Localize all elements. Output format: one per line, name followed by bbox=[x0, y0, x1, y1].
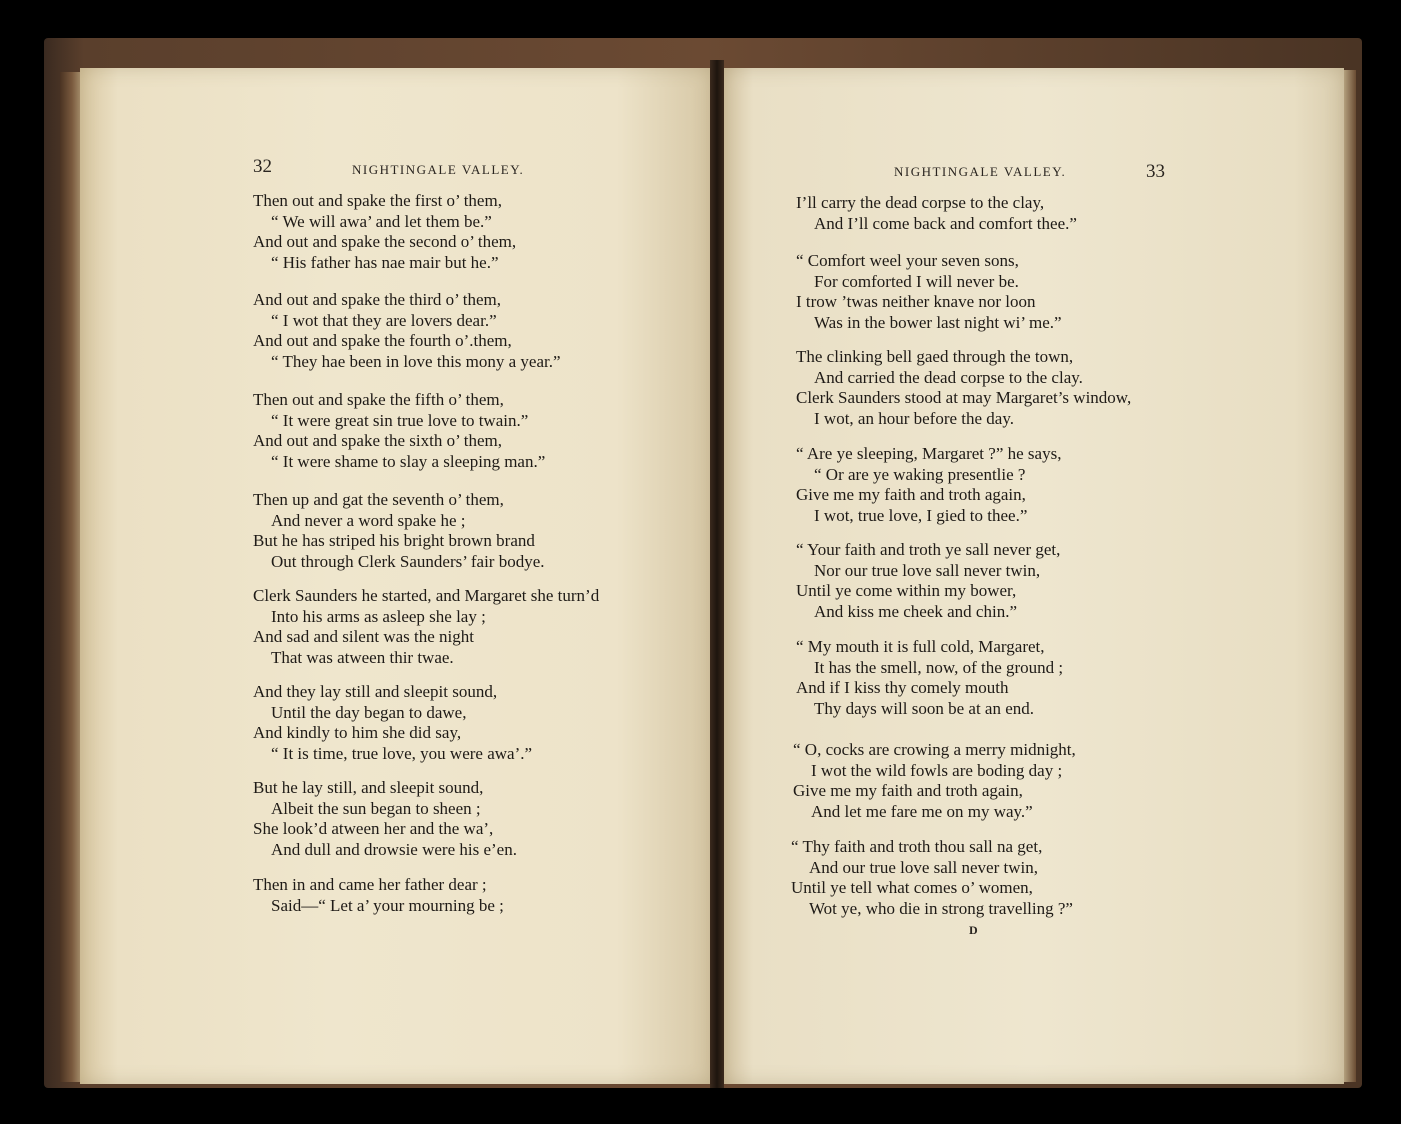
verse-line: I wot, an hour before the day. bbox=[814, 408, 1014, 428]
verse-line: And dull and drowsie were his e’en. bbox=[271, 839, 517, 859]
verse-line: She look’d atween her and the wa’, bbox=[253, 819, 494, 838]
right-stanza bbox=[796, 444, 1061, 526]
verse-line: For comforted I will never be. bbox=[814, 271, 1019, 291]
verse-line: “ It were great sin true love to twain.” bbox=[271, 410, 529, 430]
verse-line: Until the day began to dawe, bbox=[271, 702, 467, 722]
page-edges-right bbox=[1342, 70, 1356, 1082]
verse-line: And never a word spake he ; bbox=[271, 510, 466, 530]
right-stanza bbox=[796, 251, 1062, 333]
signature-mark: D bbox=[969, 923, 979, 937]
verse-line: Thy days will soon be at an end. bbox=[814, 698, 1035, 718]
left-stanza bbox=[253, 586, 599, 668]
verse-line: Out through Clerk Saunders’ fair bodye. bbox=[271, 551, 545, 571]
verse-line: “ Or are ye waking presentlie ? bbox=[814, 464, 1026, 484]
left-stanza bbox=[253, 682, 532, 764]
verse-line: “ It were shame to slay a sleeping man.” bbox=[271, 451, 546, 471]
verse-line: And out and spake the second o’ them, bbox=[253, 232, 517, 251]
verse-line: “ Thy faith and troth thou sall na get, bbox=[791, 837, 1043, 856]
verse-line: “ They hae been in love this mony a year.” bbox=[271, 351, 561, 371]
verse-line: Until ye tell what comes o’ women, bbox=[791, 878, 1033, 897]
verse-line: Then out and spake the first o’ them, bbox=[253, 191, 502, 210]
left-stanza bbox=[253, 390, 545, 472]
verse-line: And if I kiss thy comely mouth bbox=[796, 678, 1009, 697]
verse-line: “ It is time, true love, you were awa’.” bbox=[271, 743, 533, 763]
verse-line: Then up and gat the seventh o’ them, bbox=[253, 490, 504, 509]
verse-line: “ We will awa’ and let them be.” bbox=[271, 211, 492, 231]
left-page-number: 32 bbox=[253, 156, 272, 177]
verse-line: The clinking bell gaed through the town, bbox=[796, 347, 1074, 366]
verse-line: And our true love sall never twin, bbox=[809, 857, 1038, 877]
verse-line: And carried the dead corpse to the clay. bbox=[814, 367, 1083, 387]
verse-line: Give me my faith and troth again, bbox=[796, 485, 1026, 504]
verse-line: Clerk Saunders stood at may Margaret’s window, bbox=[796, 388, 1132, 407]
verse-line: But he lay still, and sleepit sound, bbox=[253, 778, 484, 797]
right-stanza bbox=[796, 540, 1060, 622]
verse-line: And let me fare me on my way.” bbox=[811, 801, 1033, 821]
left-stanza bbox=[253, 191, 516, 273]
right-stanza bbox=[796, 193, 1077, 234]
verse-line: Then in and came her father dear ; bbox=[253, 875, 487, 894]
verse-line: Nor our true love sall never twin, bbox=[814, 560, 1041, 580]
verse-line: That was atween thir twae. bbox=[271, 647, 454, 667]
verse-line: Wot ye, who die in strong travelling ?” bbox=[809, 898, 1073, 918]
verse-line: Then out and spake the fifth o’ them, bbox=[253, 390, 504, 409]
verse-line: I trow ’twas neither knave nor loon bbox=[796, 292, 1036, 311]
right-stanza bbox=[791, 837, 1073, 919]
verse-line: And kiss me cheek and chin.” bbox=[814, 601, 1017, 621]
verse-line: “ I wot that they are lovers dear.” bbox=[271, 310, 497, 330]
verse-line: Until ye come within my bower, bbox=[796, 581, 1017, 600]
verse-line: Albeit the sun began to sheen ; bbox=[271, 798, 481, 818]
right-running-head: NIGHTINGALE VALLEY. bbox=[894, 164, 1067, 179]
right-stanza bbox=[796, 347, 1131, 429]
verse-line: It has the smell, now, of the ground ; bbox=[814, 657, 1064, 677]
verse-line: And out and spake the fourth o’.them, bbox=[253, 331, 512, 350]
verse-line: And I’ll come back and comfort thee.” bbox=[814, 213, 1077, 233]
verse-line: “ Your faith and troth ye sall never get, bbox=[796, 540, 1061, 559]
left-stanza bbox=[253, 490, 545, 572]
verse-line: I’ll carry the dead corpse to the clay, bbox=[796, 193, 1045, 212]
verse-line: “ His father has nae mair but he.” bbox=[271, 252, 499, 272]
verse-line: Give me my faith and troth again, bbox=[793, 781, 1023, 800]
left-running-head: NIGHTINGALE VALLEY. bbox=[352, 162, 525, 177]
verse-line: And out and spake the sixth o’ them, bbox=[253, 431, 502, 450]
book-spine-edge-left bbox=[60, 72, 80, 1082]
verse-line: “ Comfort weel your seven sons, bbox=[796, 251, 1019, 270]
left-stanza bbox=[253, 290, 561, 372]
verse-line: Was in the bower last night wi’ me.” bbox=[814, 312, 1062, 332]
verse-line: And sad and silent was the night bbox=[253, 627, 474, 646]
verse-line: Said—“ Let a’ your mourning be ; bbox=[271, 895, 504, 915]
verse-line: “ My mouth it is full cold, Margaret, bbox=[796, 637, 1045, 656]
right-page-number: 33 bbox=[1146, 161, 1165, 182]
left-stanza bbox=[253, 778, 517, 860]
verse-line: I wot, true love, I gied to thee.” bbox=[814, 505, 1028, 525]
right-stanza bbox=[793, 740, 1076, 822]
left-stanza bbox=[253, 875, 504, 916]
verse-line: “ Are ye sleeping, Margaret ?” he says, bbox=[796, 444, 1062, 463]
verse-line: And they lay still and sleepit sound, bbox=[253, 682, 498, 701]
verse-line: “ O, cocks are crowing a merry midnight, bbox=[793, 740, 1076, 759]
book-gutter bbox=[710, 60, 724, 1088]
verse-line: Clerk Saunders he started, and Margaret she turn’d bbox=[253, 586, 600, 605]
verse-line: Into his arms as asleep she lay ; bbox=[271, 606, 486, 626]
verse-line: I wot the wild fowls are boding day ; bbox=[811, 760, 1063, 780]
verse-line: But he has striped his bright brown brand bbox=[253, 531, 535, 550]
right-stanza bbox=[796, 637, 1063, 719]
verse-line: And kindly to him she did say, bbox=[253, 723, 462, 742]
verse-line: And out and spake the third o’ them, bbox=[253, 290, 502, 309]
